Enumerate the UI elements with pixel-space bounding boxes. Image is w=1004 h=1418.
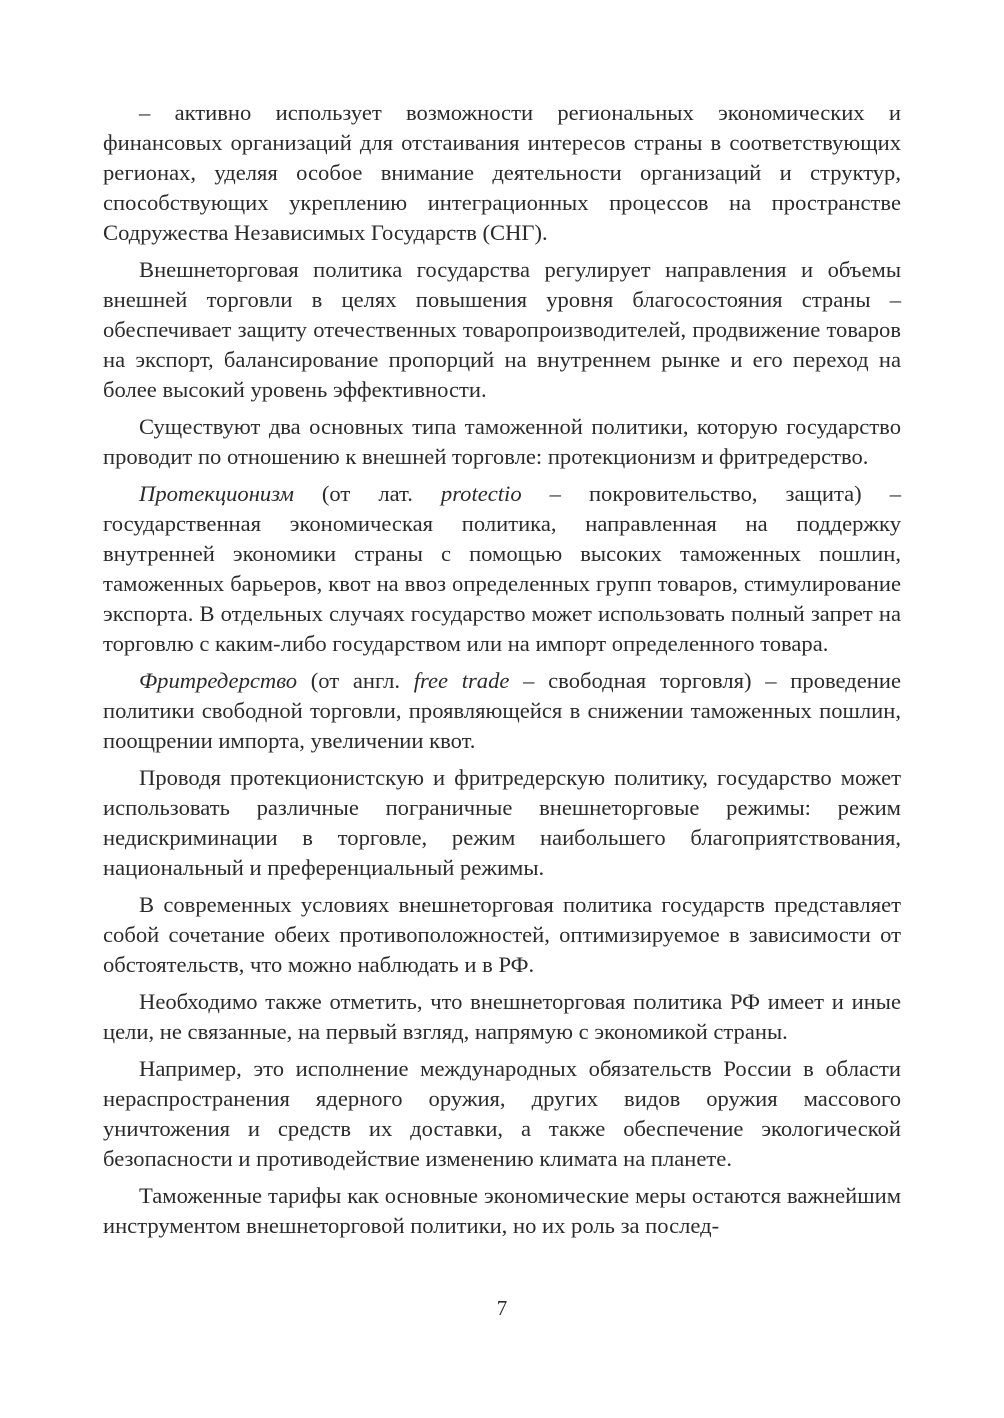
definition-text: (от лат. (293, 481, 441, 506)
definition-text: (от англ. (297, 668, 414, 693)
term-protectionism: Протекционизм (139, 481, 294, 506)
definition-paragraph-free-trade (103, 666, 901, 756)
paragraph: Внешнеторговая политика государства регулирует направления и объемы внешней торговли в целях повышения уровня благосостояния страны – обеспечивает защиту отечественных товаропроизводителей, продвижение товаров на экспорт, балансирование пропорций на внутреннем рынке и его переход на более высокий уровень эффективности. (103, 257, 901, 402)
paragraph: Необходимо также отметить, что внешнеторговая политика РФ имеет и иные цели, не связанные, на первый взгляд, напрямую с экономикой страны. (103, 989, 901, 1044)
paragraph: – активно использует возможности региональных экономических и финансовых организаций для отстаивания интересов страны в соответствующих регионах, уделяя особое внимание деятельности организаций и структур, способствующих укреплению интеграционных процессов на пространстве Содружества Независимых Государств (СНГ). (103, 100, 901, 245)
definition-paragraph-protectionism (103, 479, 901, 659)
body-text (103, 98, 901, 1241)
paragraph: Например, это исполнение международных обязательств России в области нераспространения ядерного оружия, других видов оружия массового уничтожения и средств их доставки, а также обеспечение экологической безопасности и противодействие изменению климата на планете. (103, 1056, 901, 1171)
page-number: 7 (496, 1296, 508, 1320)
definition-text: – покровительство, защита) – государственная экономическая политика, направленная на поддержку внутренней экономики страны с помощью высоких таможенных пошлин, таможенных барьеров, квот на ввоз определенных групп товаров, стимулирование экспорта. В отдельных случаях государство может использовать полный запрет на торговлю с каким-либо государством или на импорт определенного товара. (103, 481, 901, 656)
paragraph: Таможенные тарифы как основные экономические меры остаются важнейшим инструментом внешнеторговой политики, но их роль за послед- (103, 1183, 901, 1238)
term-free-trade: Фритредерство (139, 668, 298, 693)
definition-text: – свободная торговля) – проведение политики свободной торговли, проявляющейся в снижении таможенных пошлин, поощрении импорта, увеличении квот. (103, 668, 901, 753)
paragraph: Проводя протекционистскую и фритредерскую политику, государство может использовать различные пограничные внешнеторговые режимы: режим недискриминации в торговле, режим наибольшего благоприятствования, национальный и преференциальный режимы. (103, 765, 901, 880)
latin-term: protectio (440, 481, 522, 506)
english-term: free trade (413, 668, 510, 693)
paragraph: В современных условиях внешнеторговая политика государств представляет собой сочетание обеих противоположностей, оптимизируемое в зависимости от обстоятельств, что можно наблюдать и в РФ. (103, 892, 901, 977)
paragraph: Существуют два основных типа таможенной политики, которую государство проводит по отношению к внешней торговле: протекционизм и фритредерство. (103, 414, 901, 469)
